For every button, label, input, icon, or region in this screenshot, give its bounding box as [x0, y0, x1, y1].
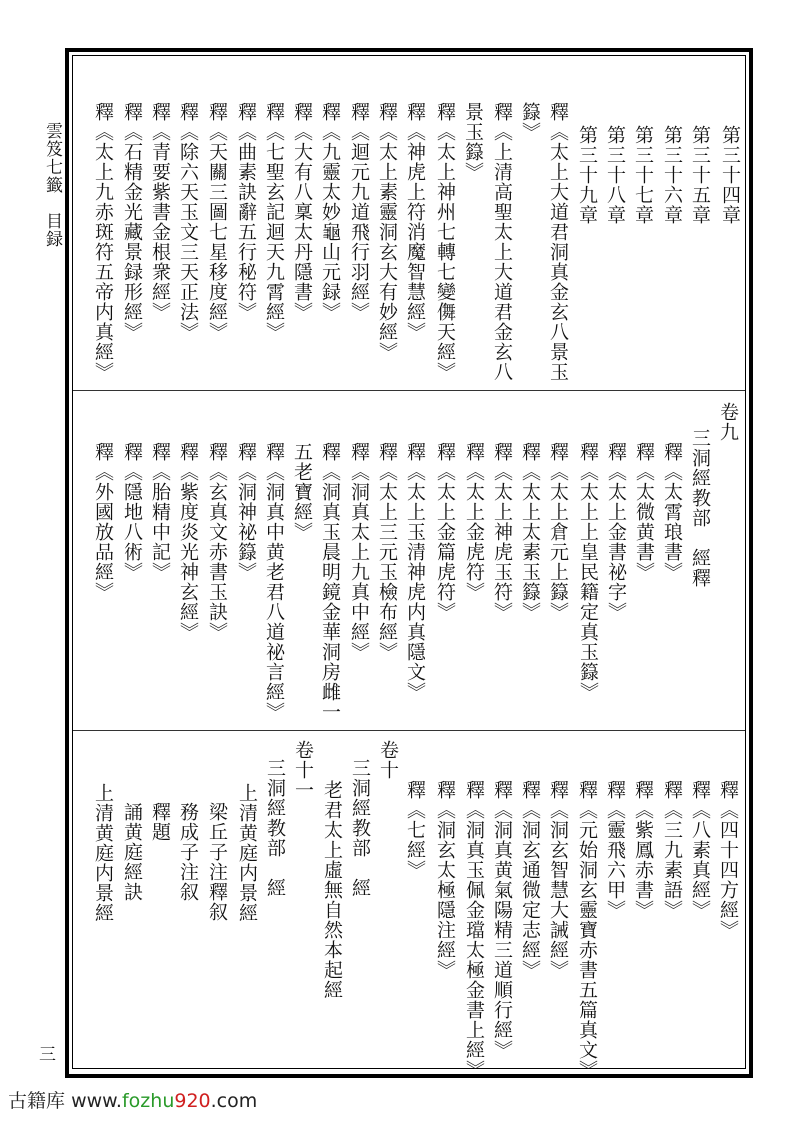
- top-band-column: 釋《青要紫書金根衆經》: [149, 102, 171, 322]
- band-divider: [73, 730, 745, 731]
- middle-band-column: 釋《太上倉元上籙》: [547, 442, 569, 622]
- middle-band-column: 釋《太上金虎符》: [463, 442, 485, 602]
- top-band-column: 釋《大有八稟太丹隱書》: [291, 102, 313, 322]
- bottom-band-column: 三洞經教部 經: [349, 758, 371, 898]
- url-suffix: .com: [210, 1090, 258, 1112]
- bottom-band-column: 釋《紫鳳赤書》: [632, 780, 654, 920]
- middle-band-column: 釋《太上金篇虎符》: [434, 442, 456, 622]
- top-band-column: 釋《石精金光藏景録形經》: [121, 102, 143, 342]
- bottom-band-column: 釋《洞真玉佩金璫太極金書上經》: [463, 780, 485, 1080]
- watermark-site-name: 古籍库: [8, 1090, 66, 1112]
- bottom-band-column: 釋《三九素語》: [661, 780, 683, 920]
- bottom-band-column: 釋《洞玄太極隱注經》: [434, 780, 456, 980]
- bottom-band-column: 三洞經教部 經: [264, 758, 286, 898]
- middle-band-column: 釋《太上三元玉檢布經》: [376, 442, 398, 662]
- bottom-band-column: 釋《四十四方經》: [717, 780, 739, 940]
- middle-band-column: 釋《太上太素玉籙》: [519, 442, 541, 622]
- bottom-band-column: 釋《七經》: [404, 780, 426, 880]
- watermark: [8, 1086, 257, 1113]
- bottom-band-column: 釋《靈飛六甲》: [604, 780, 626, 920]
- top-band-column: 釋《曲素訣辭五行秘符》: [235, 102, 257, 322]
- top-band-column: 釋《上清高聖太上大道君金玄八: [491, 102, 513, 382]
- bottom-band-column: 釋《洞玄通微定志經》: [519, 780, 541, 980]
- bottom-band-column: 釋《洞玄智慧大誡經》: [547, 780, 569, 980]
- middle-band-column: 釋《洞真太上九真中經》: [348, 442, 370, 662]
- top-band-column: 釋《太上素靈洞玄大有妙經》: [376, 102, 398, 362]
- middle-band-column: 釋《胎精中記》: [149, 442, 171, 582]
- middle-band-column: 卷九: [717, 402, 739, 442]
- bottom-band-column: 誦黄庭經訣: [121, 802, 143, 902]
- middle-band-column: 釋《太微黄書》: [633, 442, 655, 582]
- top-band-column: 釋《天關三圖七星移度經》: [206, 102, 228, 342]
- bottom-band-column: 釋《洞真黄氣陽精三道順行經》: [491, 780, 513, 1060]
- middle-band-column: 釋《隱地八術》: [121, 442, 143, 582]
- watermark-url[interactable]: [71, 1090, 257, 1112]
- top-band-column: 第三十五章: [689, 125, 711, 225]
- middle-band-column: 釋《太上金書祕字》: [605, 442, 627, 622]
- top-band-column: 第三十八章: [604, 125, 626, 225]
- url-green: fozhu: [121, 1090, 175, 1112]
- top-band-column: 釋《迴元九道飛行羽經》: [348, 102, 370, 322]
- middle-band-column: 釋《玄真文赤書玉訣》: [206, 442, 228, 642]
- margin-title: 雲笈七籤 目録: [42, 122, 62, 248]
- bottom-band-column: 上清黄庭内景經: [92, 783, 114, 923]
- middle-band-column: 釋《洞神祕籙》: [235, 442, 257, 582]
- url-red: 920: [174, 1090, 211, 1112]
- top-band-column: 釋《除六天玉文三天正法》: [177, 102, 199, 342]
- middle-band-column: 釋《洞真中黄老君八道祕言經》: [263, 442, 285, 722]
- top-band-column: 釋《七聖玄記迴天九霄經》: [263, 102, 285, 342]
- middle-band-column: 釋《紫度炎光神玄經》: [177, 442, 199, 642]
- top-band-column: 第三十七章: [632, 125, 654, 225]
- top-band-column: 景玉籙》: [462, 102, 484, 182]
- middle-band-column: 釋《外國放品經》: [92, 442, 114, 602]
- top-band-column: 釋《神虎上符消魔智慧經》: [404, 102, 426, 342]
- middle-band-column: 三洞經教部 經釋: [689, 428, 711, 588]
- bottom-band-column: 上清黄庭内景經: [236, 783, 258, 923]
- middle-band-column: 五老寶經》: [291, 442, 313, 542]
- top-band-column: 第三十六章: [661, 125, 683, 225]
- bottom-band-column: 卷十: [377, 740, 399, 780]
- middle-band-column: 釋《太上神虎玉符》: [491, 442, 513, 622]
- bottom-band-column: 務成子注叙: [177, 802, 199, 902]
- middle-band-column: 釋《太霄琅書》: [661, 442, 683, 582]
- top-band-column: 釋《九靈太妙龜山元録》: [319, 102, 341, 322]
- bottom-band-column: 釋《八素真經》: [689, 780, 711, 920]
- bottom-band-column: 釋《元始洞玄靈寶赤書五篇真文》: [576, 780, 598, 1080]
- url-prefix: www.: [71, 1090, 122, 1112]
- page-number: 三: [39, 1045, 56, 1065]
- top-band-column: 釋《太上大道君洞真金玄八景玉: [547, 102, 569, 382]
- top-band-column: 釋《太上九赤斑符五帝内真經》: [92, 102, 114, 382]
- bottom-band-column: 梁丘子注釋叙: [206, 802, 228, 922]
- top-band-column: 第三十九章: [576, 125, 598, 225]
- middle-band-column: 釋《太上玉清神虎内真隱文》: [404, 442, 426, 702]
- middle-band-column: 釋《洞真玉晨明鏡金華洞房雌一: [319, 442, 341, 722]
- top-band-column: 釋《太上神州七轉七變儛天經》: [434, 102, 456, 382]
- band-divider: [73, 390, 745, 391]
- bottom-band-column: 老君太上虛無自然本起經: [321, 780, 343, 1000]
- top-band-column: 第三十四章: [719, 125, 741, 225]
- bottom-band-column: 卷十一: [292, 740, 314, 800]
- middle-band-column: 釋《太上上皇民籍定真玉籙》: [577, 442, 599, 702]
- bottom-band-column: 釋題: [149, 802, 171, 842]
- top-band-column: 籙》: [519, 102, 541, 142]
